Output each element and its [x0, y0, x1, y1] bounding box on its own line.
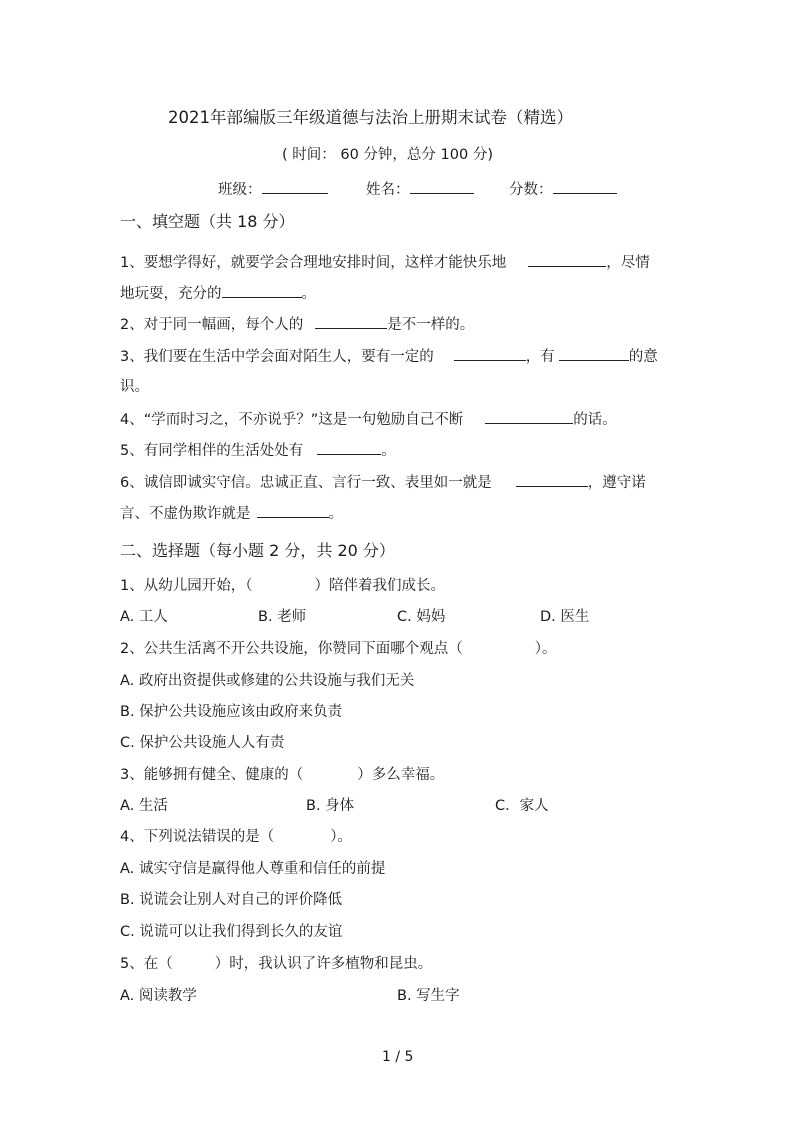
- fill-q3-text2: ，有: [525, 349, 555, 365]
- choice-q3-stem-b: ）多么幸福。: [357, 767, 445, 783]
- score-label: 分数：: [509, 182, 553, 198]
- choice-q1-option-d: D. 医生: [540, 609, 590, 625]
- fill-q3-blank1: [454, 346, 526, 361]
- choice-q2-stem-a: 2、公共生活离不开公共设施，你赞同下面哪个观点（: [120, 641, 463, 657]
- choice-q4-option-c: C. 说谎可以让我们得到长久的友谊: [120, 924, 343, 940]
- choice-q5-option-b: B. 写生字: [397, 988, 460, 1004]
- fill-q3-text3: 的意: [628, 349, 658, 365]
- fill-q5-text2: 。: [381, 443, 396, 459]
- fill-q1-text2: ，尽情: [606, 255, 650, 271]
- class-field: [218, 179, 328, 200]
- fill-q6-text2: ，遵守诺: [587, 475, 646, 491]
- fill-q6-line2: [120, 503, 343, 524]
- fill-q1-line1: [120, 252, 650, 273]
- choice-q5-stem: [120, 954, 432, 974]
- page-number: 1 / 5: [382, 1049, 414, 1065]
- section-1-heading: 一、填空题（共 18 分）: [120, 212, 295, 231]
- fill-q2-text: 2、对于同一幅画，每个人的: [120, 317, 304, 333]
- choice-q3-option-a: A. 生活: [120, 798, 168, 814]
- fill-q1-text4: 。: [301, 286, 316, 302]
- fill-q3-text: 3、我们要在生活中学会面对陌生人，要有一定的: [120, 349, 434, 365]
- fill-q6-blank1: [516, 472, 588, 487]
- page-title: 2021年部编版三年级道德与法治上册期末试卷（精选）: [168, 108, 573, 127]
- choice-q1-stem-a: 1、从幼儿园开始，（: [120, 578, 253, 594]
- choice-q2-stem: [120, 639, 556, 659]
- fill-q6-line1: [120, 472, 646, 493]
- fill-q6-text3: 言、不虚伪欺诈就是: [120, 506, 251, 522]
- fill-q2-text2: 是不一样的。: [387, 317, 475, 333]
- score-blank: [553, 179, 617, 194]
- choice-q4-stem-a: 4、下列说法错误的是（: [120, 829, 275, 845]
- fill-q1-text: 1、要想学得好，就要学会合理地安排时间，这样才能快乐地: [120, 255, 507, 271]
- choice-q4-stem-b: ）。: [330, 829, 352, 845]
- choice-q3-stem: [120, 765, 444, 785]
- choice-q1-stem-b: ）陪伴着我们成长。: [314, 578, 445, 594]
- fill-q4-blank: [485, 409, 573, 424]
- choice-q3-stem-a: 3、能够拥有健全、健康的（: [120, 767, 304, 783]
- fill-q1-blank2: [222, 283, 302, 298]
- choice-q3-option-b: B. 身体: [306, 798, 355, 814]
- choice-q2-option-a: A. 政府出资提供或修建的公共设施与我们无关: [120, 673, 415, 689]
- fill-q4: [120, 409, 617, 430]
- choice-q1-option-b: B. 老师: [258, 609, 307, 625]
- exam-subtitle: ( 时间： 60 分钟，总分 100 分): [282, 147, 493, 163]
- fill-q2-blank: [315, 314, 387, 329]
- fill-q2: [120, 314, 474, 335]
- choice-q1-option-a: A. 工人: [120, 609, 168, 625]
- choice-q3-option-c: C．家人: [495, 798, 549, 814]
- choice-q4-option-b: B. 说谎会让别人对自己的评价降低: [120, 892, 343, 908]
- fill-q6-blank2: [257, 503, 329, 518]
- choice-q1-stem: [120, 576, 445, 596]
- fill-q3-blank2: [559, 346, 629, 361]
- fill-q4-text2: 的话。: [573, 412, 617, 428]
- class-blank: [262, 179, 328, 194]
- fill-q5: [120, 440, 396, 461]
- name-blank: [410, 179, 474, 194]
- choice-q2-option-c: C. 保护公共设施人人有责: [120, 735, 285, 751]
- class-label: 班级：: [218, 182, 262, 198]
- fill-q1-blank1: [528, 252, 606, 267]
- choice-q4-stem: [120, 827, 352, 847]
- fill-q1-text3: 地玩耍，充分的: [120, 286, 222, 302]
- section-2-heading: 二、选择题（每小题 2 分，共 20 分）: [120, 541, 395, 560]
- score-field: [509, 179, 617, 200]
- fill-q1-line2: [120, 283, 316, 304]
- choice-q1-option-c: C. 妈妈: [397, 609, 446, 625]
- fill-q5-blank: [317, 440, 381, 455]
- choice-q5-stem-b: ）时，我认识了许多植物和昆虫。: [214, 956, 433, 972]
- choice-q4-option-a: A. 诚实守信是赢得他人尊重和信任的前提: [120, 861, 386, 877]
- fill-q5-text: 5、有同学相伴的生活处处有: [120, 443, 304, 459]
- fill-q3-line1: [120, 346, 658, 367]
- fill-q3-line2: 识。: [120, 379, 149, 395]
- choice-q5-stem-a: 5、在（: [120, 956, 173, 972]
- choice-q2-stem-b: ）。: [534, 641, 557, 657]
- name-field: [366, 179, 474, 200]
- fill-q6-text4: 。: [328, 506, 343, 522]
- fill-q4-text: 4、“学而时习之，不亦说乎？”这是一句勉励自己不断: [120, 412, 464, 428]
- choice-q2-option-b: B. 保护公共设施应该由政府来负责: [120, 704, 343, 720]
- name-label: 姓名：: [366, 182, 410, 198]
- choice-q5-option-a: A. 阅读教学: [120, 988, 197, 1004]
- fill-q6-text: 6、诚信即诚实守信。忠诚正直、言行一致、表里如一就是: [120, 475, 492, 491]
